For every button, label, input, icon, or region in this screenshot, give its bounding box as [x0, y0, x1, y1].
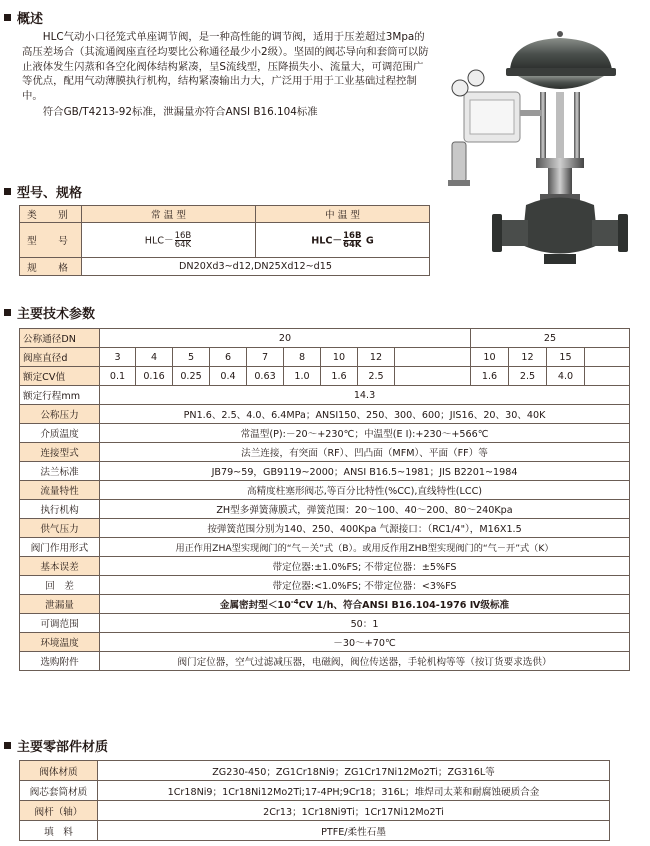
- seat-cell: 12: [358, 348, 395, 367]
- param-value-conn: 法兰连接，有突面（RF）、凹凸面（MFM）、平面（FF）等: [100, 443, 630, 462]
- model-spec-value: DN20Xd3~d12,DN25Xd12~d15: [82, 258, 430, 276]
- param-label-cv: 额定CV值: [20, 367, 100, 386]
- model-label-category: 类 别: [20, 206, 82, 223]
- cv-cell: 1.0: [284, 367, 321, 386]
- seat-cell-empty: [585, 348, 630, 367]
- model-table: [19, 205, 430, 276]
- param-value-actuator: ZH型多弹簧薄膜式，弹簧范围：20～100、40～200、80～240Kpa: [100, 500, 630, 519]
- material-value-trim: 1Cr18Ni9；1Cr18Ni12Mo2Ti;17-4PH;9Cr18；316L；堆焊司太莱和耐腐蚀硬质合金: [98, 781, 610, 801]
- section-title-model: 型号、规格: [4, 182, 82, 201]
- param-value-pressure: PN1.6、2.5、4.0、6.4MPa；ANSI150、250、300、600；JIS16、20、30、40K: [100, 405, 630, 424]
- param-label-temp: 介质温度: [20, 424, 100, 443]
- cv-cell: 0.63: [247, 367, 284, 386]
- param-label-hyst: 回 差: [20, 576, 100, 595]
- material-value-stem: 2Cr13；1Cr18Ni9Ti；1Cr17Ni12Mo2Ti: [98, 801, 610, 821]
- model-label-spec: 规 格: [20, 258, 82, 276]
- material-label-stem: 阀杆（轴）: [20, 801, 98, 821]
- param-label-air: 供气压力: [20, 519, 100, 538]
- param-label-leak: 泄漏量: [20, 595, 100, 614]
- dn-value-20: 20: [100, 329, 471, 348]
- param-label-action: 阀门作用形式: [20, 538, 100, 557]
- square-bullet-icon: [4, 742, 11, 749]
- section-title-materials: 主要零部件材质: [4, 736, 108, 755]
- seat-cell: 7: [247, 348, 284, 367]
- section-title-params: 主要技术参数: [4, 303, 95, 322]
- param-value-env: －30～+70℃: [100, 633, 630, 652]
- intro-text: [22, 30, 430, 120]
- seat-cell: 8: [284, 348, 321, 367]
- seat-cell: 10: [471, 348, 509, 367]
- seat-cell: 5: [173, 348, 210, 367]
- cv-cell: 2.5: [509, 367, 547, 386]
- material-value-body: ZG230-450；ZG1Cr18Ni9；ZG1Cr17Ni12Mo2Ti；ZG316L等: [98, 761, 610, 781]
- section-title-overview: 概述: [4, 8, 43, 27]
- param-value-hyst: 带定位器:<1.0%FS; 不带定位器：<3%FS: [100, 576, 630, 595]
- model-label-number: 型 号: [20, 223, 82, 258]
- square-bullet-icon: [4, 188, 11, 195]
- param-label-error: 基本误差: [20, 557, 100, 576]
- intro-standard: 符合GB/T4213-92标准，泄漏量亦符合ANSI B16.104标准: [42, 105, 318, 118]
- cv-cell-empty: [585, 367, 630, 386]
- param-label-flange: 法兰标准: [20, 462, 100, 481]
- material-label-pack: 填 料: [20, 821, 98, 841]
- material-label-body: 阀体材质: [20, 761, 98, 781]
- seat-cell-empty: [395, 348, 471, 367]
- cv-cell: 1.6: [471, 367, 509, 386]
- seat-cell: 15: [547, 348, 585, 367]
- cv-cell: 0.25: [173, 367, 210, 386]
- seat-cell: 6: [210, 348, 247, 367]
- param-value-air: 按弹簧范围分别为140、250、400Kpa 气源接口：（RC1/4"），M16X1.5: [100, 519, 630, 538]
- param-value-stroke: 14.3: [100, 386, 630, 405]
- param-value-range: 50：1: [100, 614, 630, 633]
- params-table: [19, 328, 630, 671]
- materials-table: [19, 760, 610, 841]
- param-label-acc: 选购附件: [20, 652, 100, 671]
- param-value-flange: JB79~59，GB9119~2000；ANSI B16.5~1981；JIS B2201~1984: [100, 462, 630, 481]
- material-label-trim: 阀芯套筒材质: [20, 781, 98, 801]
- param-label-seat: 阀座直径d: [20, 348, 100, 367]
- cv-cell: 0.4: [210, 367, 247, 386]
- seat-cell: 3: [100, 348, 136, 367]
- param-value-action: 用正作用ZHA型实现阀门的“气－关”式（B）。或用反作用ZHB型实现阀门的“气－开”式（K）: [100, 538, 630, 557]
- seat-cell: 4: [136, 348, 173, 367]
- model-normal-number: HLC－ $\frac{16B}{64K}$: [82, 223, 256, 258]
- seat-cell: 10: [321, 348, 358, 367]
- square-bullet-icon: [4, 14, 11, 21]
- param-label-dn: 公称通径DN: [20, 329, 100, 348]
- param-label-env: 环境温度: [20, 633, 100, 652]
- cv-cell: 0.16: [136, 367, 173, 386]
- pneumatic-valve-icon: [440, 30, 650, 270]
- cv-cell: 2.5: [358, 367, 395, 386]
- param-label-range: 可调范围: [20, 614, 100, 633]
- cv-cell: 4.0: [547, 367, 585, 386]
- cv-cell: 0.1: [100, 367, 136, 386]
- model-medium-type: 中 温 型: [256, 206, 430, 223]
- param-label-pressure: 公称压力: [20, 405, 100, 424]
- model-fraction: $\frac{16B}{64K}$: [343, 230, 362, 250]
- param-label-flow: 流量特性: [20, 481, 100, 500]
- cv-cell-empty: [395, 367, 471, 386]
- model-normal-type: 常 温 型: [82, 206, 256, 223]
- param-value-temp: 常温型(P):－20～+230℃；中温型(E I):+230～+566℃: [100, 424, 630, 443]
- dn-value-25: 25: [471, 329, 630, 348]
- param-label-stroke: 额定行程mm: [20, 386, 100, 405]
- param-label-actuator: 执行机构: [20, 500, 100, 519]
- param-value-flow: 高精度柱塞形阀芯,等百分比特性(%CC),直线特性(LCC): [100, 481, 630, 500]
- square-bullet-icon: [4, 309, 11, 316]
- material-value-pack: PTFE/柔性石墨: [98, 821, 610, 841]
- param-value-acc: 阀门定位器，空气过滤减压器，电磁阀，阀位传送器，手轮机构等等（按订货要求选供）: [100, 652, 630, 671]
- seat-cell: 12: [509, 348, 547, 367]
- cv-cell: 1.6: [321, 367, 358, 386]
- model-medium-number: HLC－ $\frac{16B}{64K}$ G: [256, 223, 430, 258]
- param-label-conn: 连接型式: [20, 443, 100, 462]
- param-value-leak: 金属密封型$<10^{-4}CV$ 1/h、符合ANSI B16.104-1976 Ⅳ级标准: [100, 595, 630, 614]
- param-value-error: 带定位器:±1.0%FS; 不带定位器：±5%FS: [100, 557, 630, 576]
- intro-paragraph: HLC气动小口径笼式单座调节阀，是一种高性能的调节阀，适用于压差超过3Mpa的高压差场合（其流通阀座直径均要比公称通径最少小2级）。坚固的阀芯导向和套筒可以防止液体发生闪蒸和各空化阀体结构紧凑，呈S流线型，压降损失小、流量大，可调范围广等优点，配用气动薄膜执行机构，结构紧凑输出力大，广泛用于用于工业基础过程控制中。: [22, 31, 429, 103]
- model-fraction: $\frac{16B}{64K}$: [174, 230, 192, 250]
